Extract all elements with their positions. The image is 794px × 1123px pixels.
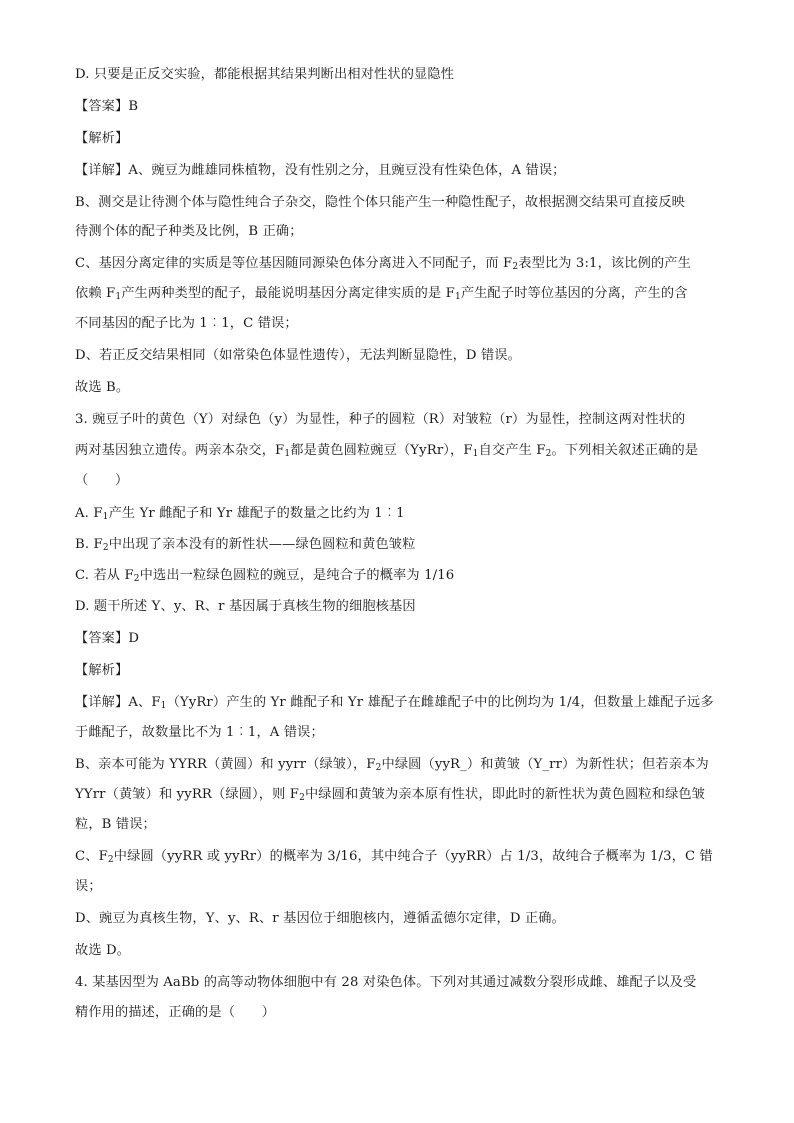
text-run: B、测交是让待测个体与隐性纯合子杂交，隐性个体只能产生一种隐性配子，故根据测交结果可直接反映 xyxy=(75,195,686,210)
text-run: 两对基因独立遗传。两亲本杂交，F xyxy=(75,443,285,458)
q3-option-a xyxy=(75,504,725,524)
q2-detail-5 xyxy=(75,284,725,304)
q3-option-b xyxy=(75,535,725,555)
subscript: 2 xyxy=(107,855,114,865)
text-run: 产生配子时等位基因的分离，产生的含 xyxy=(460,286,688,301)
q3-analysis-heading xyxy=(75,661,725,681)
text-run: 依赖 F xyxy=(75,286,116,301)
q3-detail-8 xyxy=(75,909,725,929)
q3-conclusion xyxy=(75,941,725,961)
q3-detail-1 xyxy=(75,693,725,713)
text-run: 粒，B 错误； xyxy=(75,817,156,832)
text-run: 都是黄色圆粒豌豆（YyRr），F xyxy=(290,443,473,458)
q3-detail-3 xyxy=(75,755,725,775)
text-run: 中出现了亲本没有的新性状——绿色圆粒和黄色皱粒 xyxy=(108,537,416,552)
text-run: 4. 某基因型为 AaBb 的高等动物体细胞中有 28 对染色体。下列对其通过减数分裂形成雌、雄配子以及受 xyxy=(75,975,697,990)
subscript: 1 xyxy=(115,292,122,302)
text-run: 【答案】D xyxy=(75,631,140,646)
text-run: 3. 豌豆子叶的黄色（Y）对绿色（y）为显性，种子的圆粒（R）对皱粒（r）为显性，控制这两对性状的 xyxy=(75,412,686,427)
q3-stem-1 xyxy=(75,410,725,430)
q3-stem-3 xyxy=(75,471,725,491)
q2-conclusion xyxy=(75,378,725,398)
q3-answer xyxy=(75,629,725,649)
subscript: 2 xyxy=(512,262,519,272)
text-run: D、若正反交结果相同（如常染色体显性遗传），无法判断显隐性，D 错误。 xyxy=(75,348,521,363)
text-run: D. 只要是正反交实验，都能根据其结果判断出相对性状的显隐性 xyxy=(75,67,455,82)
text-run: 误； xyxy=(75,879,102,894)
text-run: 于雌配子，故数量比不为 1︰1，A 错误； xyxy=(75,725,324,740)
text-run: 【解析】 xyxy=(75,131,129,146)
text-run: C、F xyxy=(75,849,108,864)
q3-detail-7 xyxy=(75,877,725,897)
subscript: 2 xyxy=(133,574,140,584)
text-run: D、豌豆为真核生物，Y、y、R、r 基因位于细胞核内，遵循孟德尔定律，D 正确。 xyxy=(75,911,565,926)
text-run: 中绿圆（yyRR 或 yyRr）的概率为 3/16，其中纯合子（yyRR）占 1/3，故纯合子概率为 1/3，C 错 xyxy=(113,849,713,864)
text-run: 不同基因的配子比为 1︰1，C 错误； xyxy=(75,316,298,331)
subscript: 1 xyxy=(160,701,167,711)
q3-detail-6 xyxy=(75,847,725,867)
q3-detail-5 xyxy=(75,815,725,835)
text-run: 故选 D。 xyxy=(75,943,131,958)
q2-analysis-heading xyxy=(75,129,725,149)
text-run: 中绿圆和黄皱为亲本原有性状，即此时的新性状为黄色圆粒和绿色皱 xyxy=(304,787,706,802)
text-run: YYrr（黄皱）和 yyRR（绿圆），则 F xyxy=(75,787,300,802)
q3-detail-4 xyxy=(75,785,725,805)
text-run: B、亲本可能为 YYRR（黄圆）和 yyrr（绿皱），F xyxy=(75,757,376,772)
text-run: 。下列相关叙述正确的是 xyxy=(551,443,699,458)
q2-detail-2 xyxy=(75,193,725,213)
text-run: 表型比为 3:1，该比例的产生 xyxy=(518,256,691,271)
q4-stem-2 xyxy=(75,1003,725,1023)
text-run: 【答案】B xyxy=(75,99,139,114)
q2-detail-6 xyxy=(75,314,725,334)
q3-stem-2 xyxy=(75,441,725,461)
text-run: 待测个体的配子种类及比例，B 正确； xyxy=(75,224,303,239)
subscript: 2 xyxy=(375,763,382,773)
text-run: （ ） xyxy=(75,473,129,488)
text-run: 【详解】A、豌豆为雌雄同株植物，没有性别之分，且豌豆没有性染色体，A 错误； xyxy=(75,163,566,178)
subscript: 2 xyxy=(545,449,552,459)
q2-detail-1 xyxy=(75,161,725,181)
q4-stem-1 xyxy=(75,973,725,993)
q2-detail-7 xyxy=(75,346,725,366)
q3-option-d xyxy=(75,597,725,617)
subscript: 2 xyxy=(102,543,109,553)
text-run: B. F xyxy=(75,537,103,552)
text-run: 自交产生 F xyxy=(478,443,546,458)
subscript: 1 xyxy=(472,449,479,459)
text-run: C. 若从 F xyxy=(75,568,134,583)
q2-answer xyxy=(75,97,725,117)
q2-detail-3 xyxy=(75,222,725,242)
q2-detail-4 xyxy=(75,254,725,274)
text-run: 中绿圆（yyR_）和黄皱（Y_rr）为新性状；但若亲本为 xyxy=(381,757,709,772)
subscript: 1 xyxy=(102,512,109,522)
subscript: 1 xyxy=(454,292,461,302)
text-run: 【详解】A、F xyxy=(75,695,161,710)
q3-option-c xyxy=(75,566,725,586)
subscript: 2 xyxy=(299,793,305,803)
text-run: D. 题干所述 Y、y、R、r 基因属于真核生物的细胞核基因 xyxy=(75,599,416,614)
text-run: 【解析】 xyxy=(75,663,129,678)
text-run: C、基因分离定律的实质是等位基因随同源染色体分离进入不同配子，而 F xyxy=(75,256,513,271)
q2-option-d xyxy=(75,65,725,85)
subscript: 1 xyxy=(284,449,291,459)
text-run: 中选出一粒绿色圆粒的豌豆，是纯合子的概率为 1/16 xyxy=(139,568,455,583)
text-run: 产生 Yr 雌配子和 Yr 雄配子的数量之比约为 1︰1 xyxy=(108,506,405,521)
q3-detail-2 xyxy=(75,723,725,743)
text-run: A. F xyxy=(75,506,103,521)
text-run: 产生两种类型的配子，最能说明基因分离定律实质的是 F xyxy=(121,286,455,301)
text-run: （YyRr）产生的 Yr 雌配子和 Yr 雄配子在雌雄配子中的比例均为 1/4，但数量上雄配子远多 xyxy=(166,695,714,710)
text-run: 故选 B。 xyxy=(75,380,130,395)
text-run: 精作用的描述，正确的是（ ） xyxy=(75,1005,276,1020)
